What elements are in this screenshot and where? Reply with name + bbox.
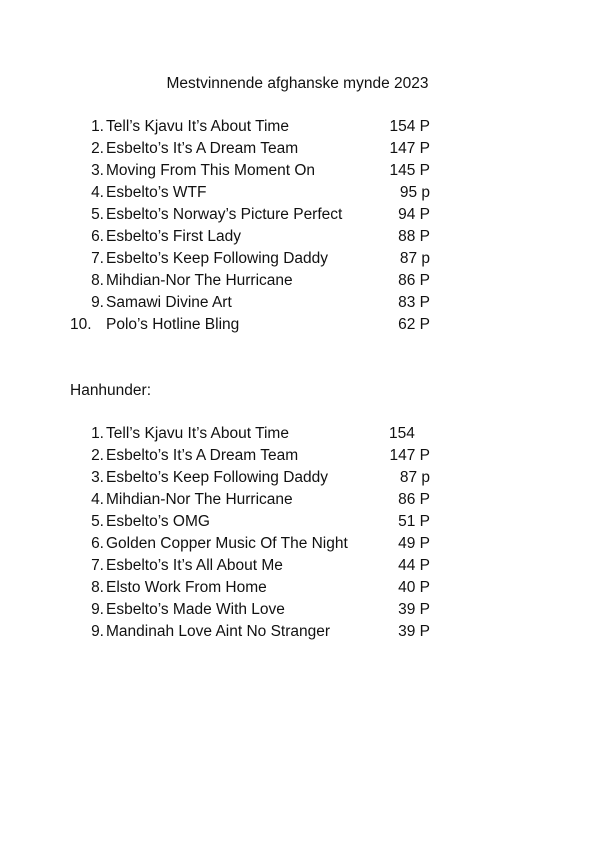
rank-number: 9. xyxy=(91,601,104,618)
list-item xyxy=(0,621,595,643)
list-item xyxy=(0,292,595,314)
points-value: 62 P xyxy=(398,316,430,333)
dog-name: Polo’s Hotline Bling xyxy=(106,316,240,333)
rank-number: 5. xyxy=(91,513,104,530)
points-value: 39 P xyxy=(398,601,430,618)
dog-name: Elsto Work From Home xyxy=(106,579,267,596)
points-value: 147 P xyxy=(389,140,430,157)
points-value: 88 P xyxy=(398,228,430,245)
rank-number: 9. xyxy=(91,623,104,640)
list-item xyxy=(0,467,595,489)
dog-name: Esbelto’s OMG xyxy=(106,513,210,530)
dog-name: Esbelto’s It’s A Dream Team xyxy=(106,447,299,464)
dog-name: Moving From This Moment On xyxy=(106,162,316,179)
dog-name: Samawi Divine Art xyxy=(106,294,232,311)
points-value: 87 p xyxy=(399,469,430,486)
list-item xyxy=(0,248,595,270)
rank-number: 3. xyxy=(91,162,104,179)
list-item xyxy=(0,270,595,292)
rank-number: 7. xyxy=(91,250,104,267)
ranking-list-males xyxy=(0,423,595,643)
rank-number: 2. xyxy=(91,447,104,464)
list-item xyxy=(0,138,595,160)
points-value: 51 P xyxy=(398,513,430,530)
points-value: 154 xyxy=(389,425,415,442)
list-item xyxy=(0,511,595,533)
rank-number: 2. xyxy=(91,140,104,157)
list-item xyxy=(0,226,595,248)
list-item xyxy=(0,577,595,599)
list-item xyxy=(0,314,595,336)
points-value: 145 P xyxy=(389,162,430,179)
list-item xyxy=(0,599,595,621)
rank-number: 8. xyxy=(91,579,104,596)
dog-name: Mihdian-Nor The Hurricane xyxy=(106,272,293,289)
dog-name: Tell’s Kjavu It’s About Time xyxy=(106,425,289,442)
points-value: 44 P xyxy=(398,557,430,574)
points-value: 147 P xyxy=(389,447,430,464)
section-heading-males: Hanhunder: xyxy=(70,382,152,399)
dog-name: Esbelto’s WTF xyxy=(106,184,207,201)
rank-number: 4. xyxy=(91,184,104,201)
rank-number: 10. xyxy=(70,316,92,333)
dog-name: Esbelto’s Keep Following Daddy xyxy=(106,250,329,267)
rank-number: 8. xyxy=(91,272,104,289)
list-item xyxy=(0,423,595,445)
rank-number: 6. xyxy=(91,228,104,245)
dog-name: Esbelto’s Norway’s Picture Perfect xyxy=(106,206,343,223)
points-value: 154 P xyxy=(389,118,430,135)
page-title: Mestvinnende afghanske mynde 2023 xyxy=(166,75,429,92)
points-value: 87 p xyxy=(399,250,430,267)
dog-name: Esbelto’s Keep Following Daddy xyxy=(106,469,329,486)
list-item xyxy=(0,182,595,204)
list-item xyxy=(0,160,595,182)
list-item xyxy=(0,533,595,555)
rank-number: 6. xyxy=(91,535,104,552)
rank-number: 5. xyxy=(91,206,104,223)
rank-number: 9. xyxy=(91,294,104,311)
ranking-list-overall xyxy=(0,116,595,336)
points-value: 86 P xyxy=(398,491,430,508)
dog-name: Mandinah Love Aint No Stranger xyxy=(106,623,331,640)
points-value: 49 P xyxy=(398,535,430,552)
rank-number: 4. xyxy=(91,491,104,508)
dog-name: Golden Copper Music Of The Night xyxy=(106,535,348,552)
points-value: 94 P xyxy=(398,206,430,223)
points-value: 86 P xyxy=(398,272,430,289)
dog-name: Mihdian-Nor The Hurricane xyxy=(106,491,293,508)
points-value: 39 P xyxy=(398,623,430,640)
points-value: 95 p xyxy=(399,184,430,201)
dog-name: Esbelto’s First Lady xyxy=(106,228,241,245)
dog-name: Esbelto’s It’s A Dream Team xyxy=(106,140,299,157)
points-value: 83 P xyxy=(398,294,430,311)
rank-number: 3. xyxy=(91,469,104,486)
dog-name: Esbelto’s Made With Love xyxy=(106,601,285,618)
points-value: 40 P xyxy=(398,579,430,596)
rank-number: 7. xyxy=(91,557,104,574)
list-item xyxy=(0,555,595,577)
rank-number: 1. xyxy=(91,118,104,135)
dog-name: Tell’s Kjavu It’s About Time xyxy=(106,118,289,135)
dog-name: Esbelto’s It’s All About Me xyxy=(106,557,283,574)
list-item xyxy=(0,489,595,511)
list-item xyxy=(0,204,595,226)
list-item xyxy=(0,116,595,138)
rank-number: 1. xyxy=(91,425,104,442)
list-item xyxy=(0,445,595,467)
